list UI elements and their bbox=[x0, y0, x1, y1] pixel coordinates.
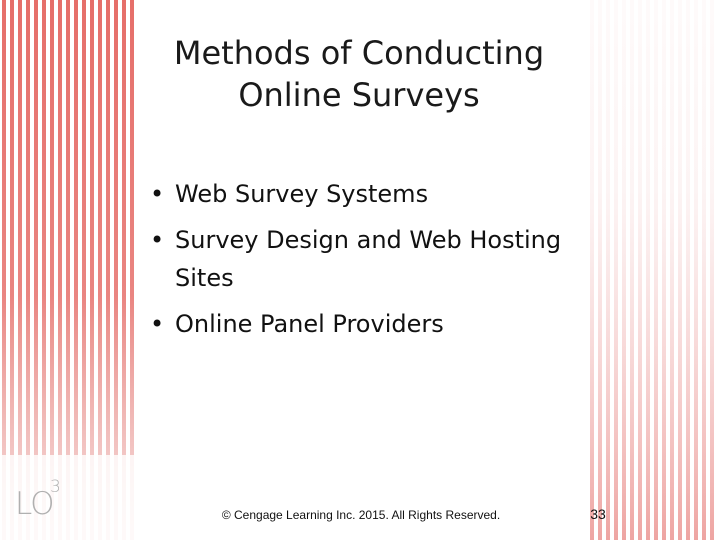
slide-title-line-1: Methods of Conducting bbox=[173, 34, 545, 72]
learning-objective-badge bbox=[15, 477, 60, 522]
bullet-item bbox=[146, 175, 616, 213]
learning-objective-number: 3 bbox=[50, 477, 60, 497]
slide-number: 33 bbox=[590, 506, 606, 522]
bullet-text: Web Survey Systems bbox=[175, 180, 429, 208]
bullet-item bbox=[146, 305, 616, 343]
bullet-text: Survey Design and Web Hosting Sites bbox=[175, 226, 562, 292]
copyright-notice: © Cengage Learning Inc. 2015. All Rights Reserved. bbox=[221, 508, 501, 522]
slide-title bbox=[120, 32, 598, 116]
learning-objective-label: LO bbox=[15, 486, 54, 522]
bullet-item bbox=[146, 221, 616, 297]
slide-title-line-2: Online Surveys bbox=[238, 76, 480, 114]
bullet-list bbox=[146, 175, 616, 351]
bullet-text: Online Panel Providers bbox=[175, 310, 444, 338]
